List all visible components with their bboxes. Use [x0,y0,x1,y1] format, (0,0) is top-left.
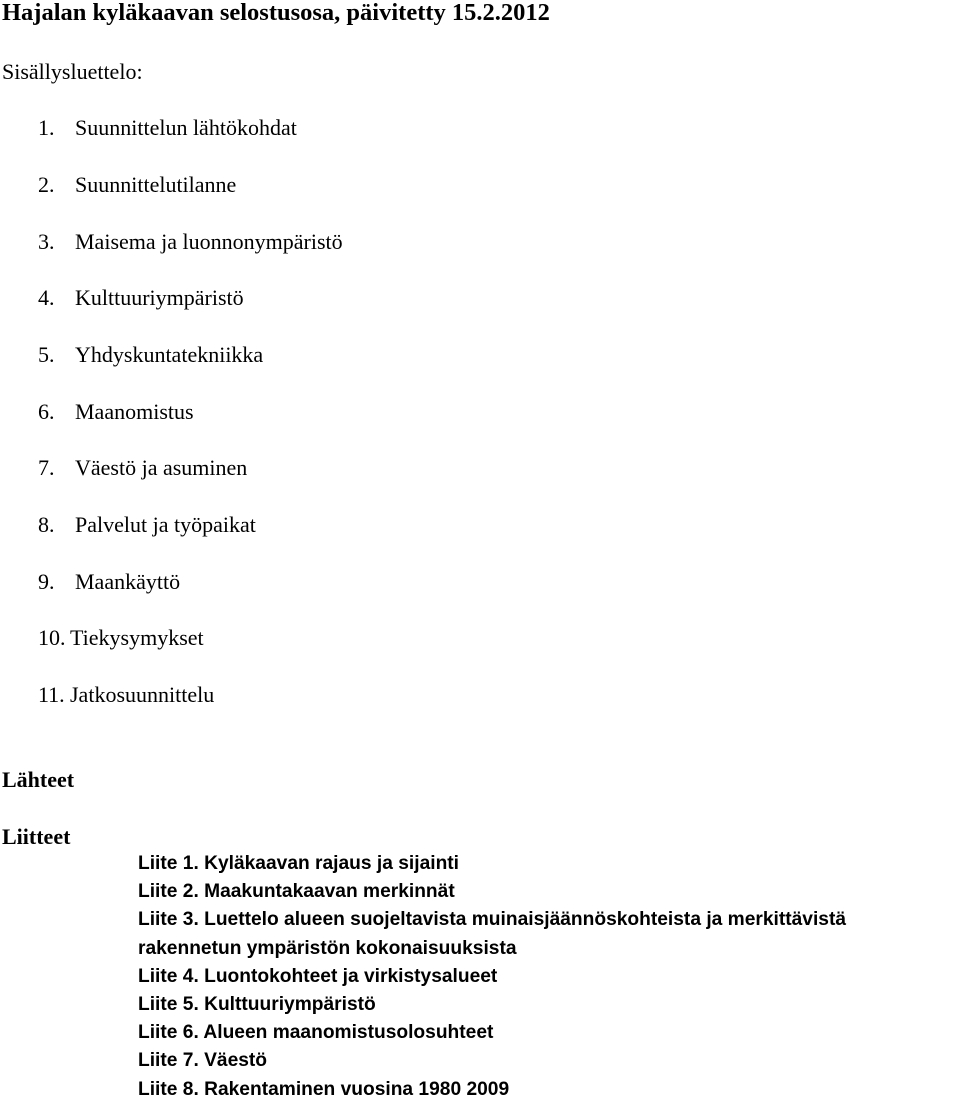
toc-item-number: 7. [38,455,55,480]
toc-item-label: Kulttuuriympäristö [75,285,244,310]
appendix-item-line: rakennetun ympäristön kokonaisuuksista [138,937,517,959]
toc-item-number: 4. [38,285,55,310]
appendices-heading: Liitteet [2,824,71,849]
toc-item [38,454,248,482]
toc-item [38,341,264,369]
toc-item [38,284,244,312]
toc-item [38,681,215,709]
toc-item-label: Tiekysymykset [70,625,204,650]
toc-item [38,398,194,426]
toc-item-number: 2. [38,172,55,197]
toc-item-number: 9. [38,569,55,594]
appendix-item: Liite 2. Maakuntakaavan merkinnät [138,881,455,903]
toc-item-label: Maankäyttö [75,569,181,594]
toc-heading: Sisällysluettelo: [2,59,143,84]
toc-item [38,624,204,652]
appendix-item [138,906,960,962]
toc-item-label: Palvelut ja työpaikat [75,512,256,537]
toc-item-label: Yhdyskuntatekniikka [75,342,264,367]
toc-item [38,568,181,596]
toc-item [38,171,237,199]
toc-item-number: 10. [38,625,66,650]
appendix-item: Liite 1. Kyläkaavan rajaus ja sijainti [138,853,460,874]
toc-item-label: Jatkosuunnittelu [70,682,215,707]
appendix-item: Liite 6. Alueen maanomistusolosuhteet [138,1022,494,1044]
toc-item-label: Maanomistus [75,399,194,424]
appendix-item: Liite 7. Väestö [138,1050,268,1072]
appendix-item: Liite 8. Rakentaminen vuosina 1980 2009 [138,1078,510,1100]
toc-item [38,511,256,539]
appendix-item: Liite 4. Luontokohteet ja virkistysalueet [138,965,498,987]
toc-item-label: Maisema ja luonnonympäristö [75,229,343,254]
toc-item-number: 3. [38,229,55,254]
toc-item-label: Suunnittelun lähtökohdat [75,115,297,140]
toc-item-number: 1. [38,115,55,140]
toc-item [38,114,297,142]
toc-item-label: Väestö ja asuminen [75,455,248,480]
toc-item-number: 5. [38,342,55,367]
toc-item [38,228,343,256]
appendix-item: Liite 5. Kulttuuriympäristö [138,994,376,1016]
appendix-list [138,850,960,1104]
toc-item-number: 8. [38,512,55,537]
toc-item-number: 6. [38,399,55,424]
toc-item-number: 11. [38,682,65,707]
sources-heading: Lähteet [2,767,75,792]
appendix-item-line: Liite 3. Luettelo alueen suojeltavista muinaisjäännöskohteista ja merkittävistä [138,909,847,931]
document-title: Hajalan kyläkaavan selostusosa, päivitetty 15.2.2012 [2,0,550,26]
toc-item-label: Suunnittelutilanne [75,172,237,197]
